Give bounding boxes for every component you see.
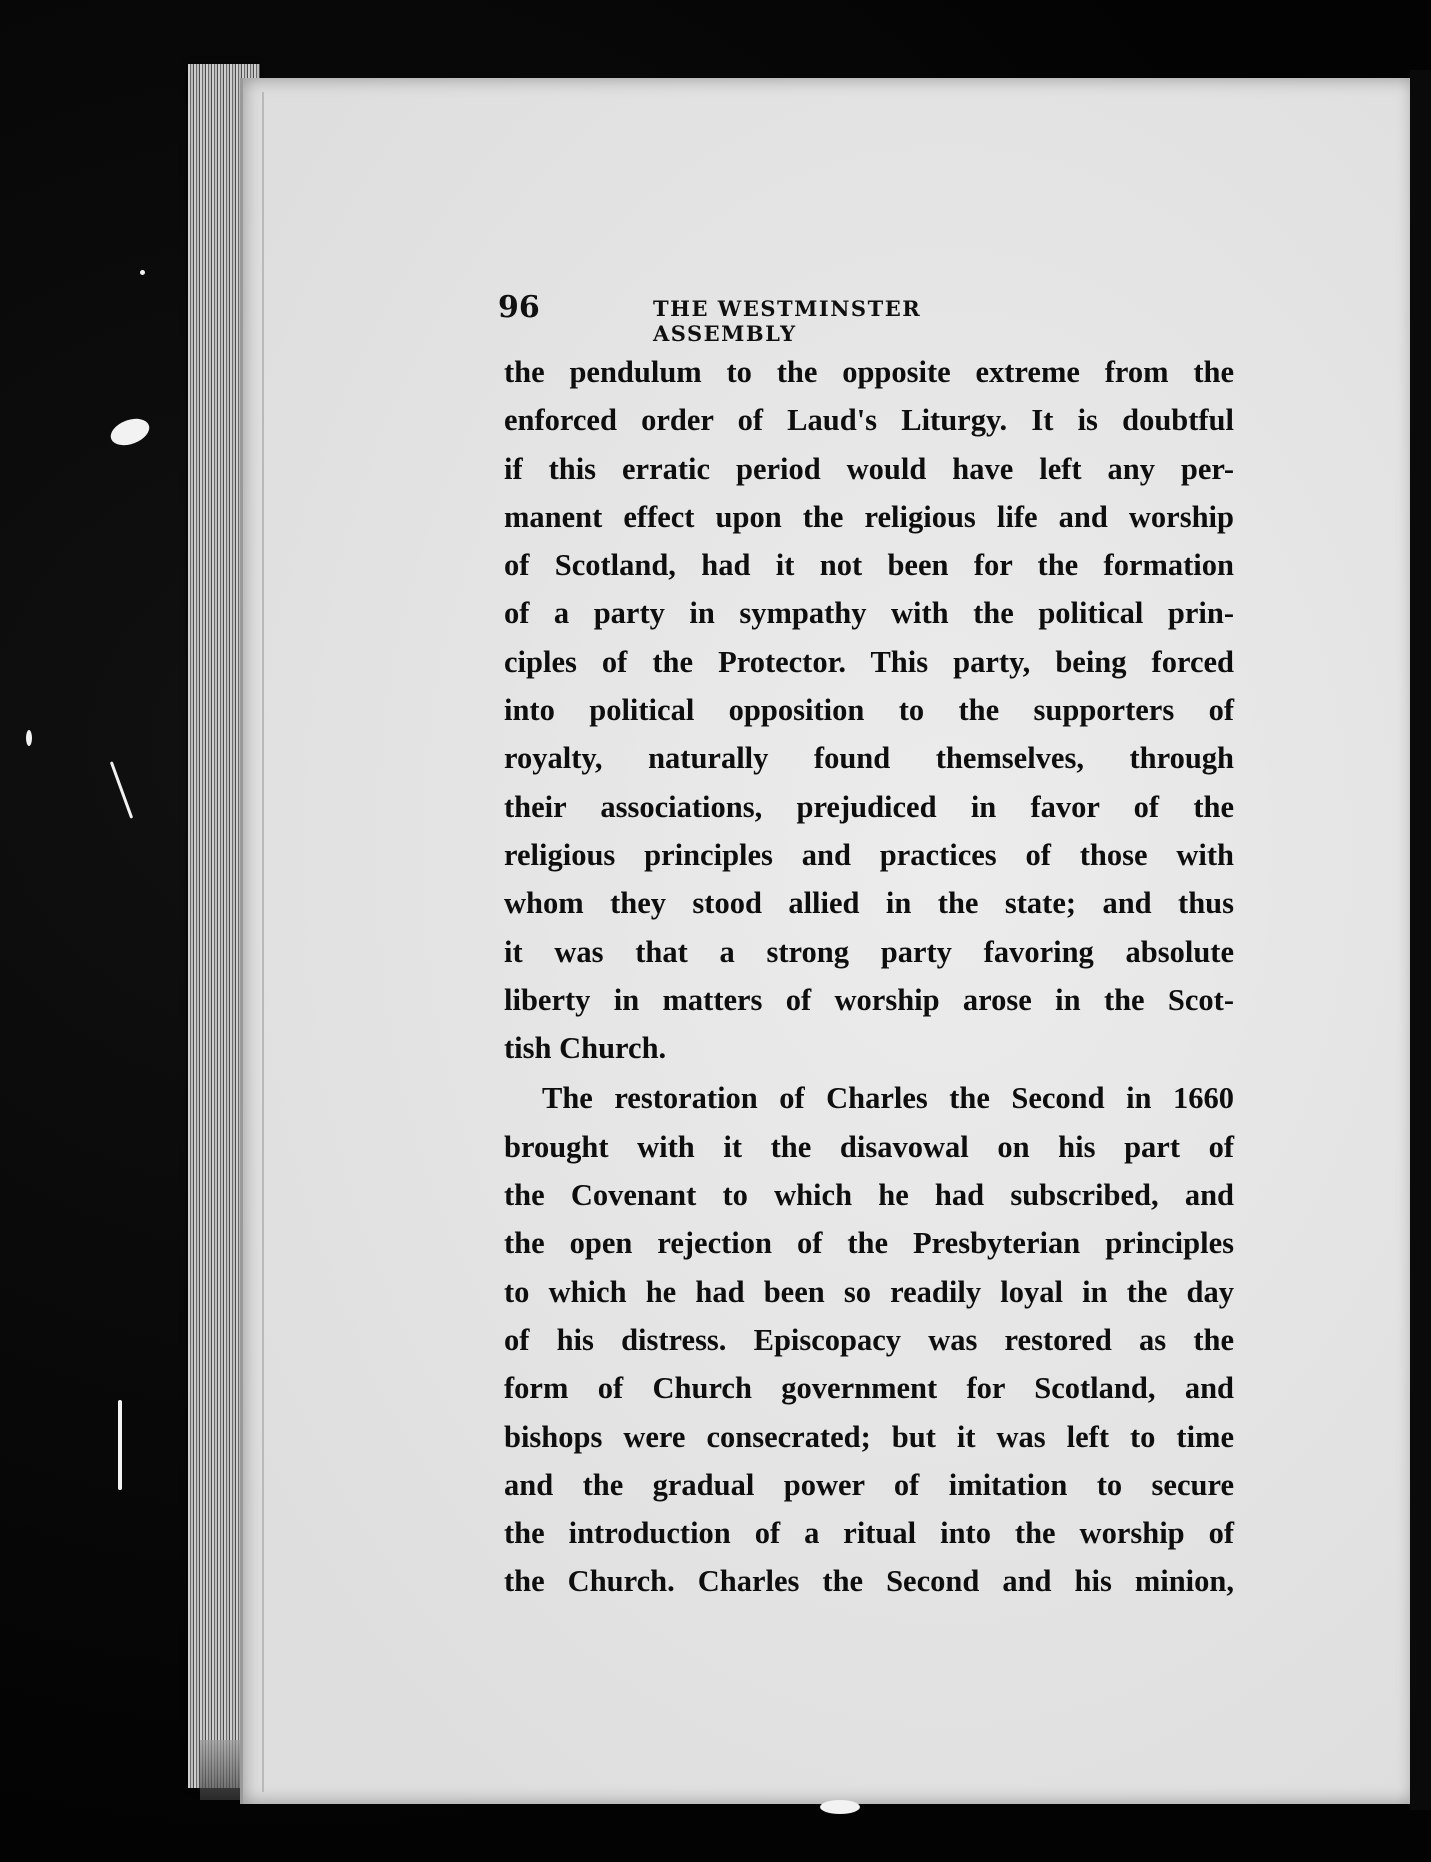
text-line: of his distress. Episcopacy was restored as the <box>504 1322 1234 1357</box>
text-line: liberty in matters of worship arose in the Scot- <box>504 982 1234 1017</box>
text-line: the Church. Charles the Second and his minion, <box>504 1564 1234 1599</box>
page-number: 96 <box>498 290 540 325</box>
text-line: and the gradual power of imitation to secure <box>504 1467 1234 1502</box>
text-line: into political opposition to the supporters of <box>504 693 1234 728</box>
text-line: their associations, prejudiced in favor of the <box>504 789 1234 824</box>
body-text <box>504 348 1234 1606</box>
text-line: enforced order of Laud's Liturgy. It is doubtful <box>504 403 1234 438</box>
scan-right-shadow <box>1410 70 1431 1810</box>
text-line: The restoration of Charles the Second in 1660 <box>542 1081 1234 1116</box>
text-line: of a party in sympathy with the political prin- <box>504 596 1234 631</box>
paragraph <box>504 348 1234 1072</box>
scan-speck <box>140 270 145 275</box>
text-line: to which he had been so readily loyal in the day <box>504 1274 1234 1309</box>
running-title: THE WESTMINSTER ASSEMBLY <box>653 296 922 346</box>
text-line: the open rejection of the Presbyterian principles <box>504 1226 1234 1261</box>
text-line: manent effect upon the religious life and worship <box>504 499 1234 534</box>
text-line: the Covenant to which he had subscribed, and <box>504 1178 1234 1213</box>
scan-speck <box>26 730 32 746</box>
paragraph <box>504 1074 1234 1605</box>
text-line: form of Church government for Scotland, and <box>504 1371 1234 1406</box>
text-line: tish Church. <box>504 1031 667 1066</box>
scan-speck <box>118 1400 122 1490</box>
text-line: bishops were consecrated; but it was left to time <box>504 1419 1234 1454</box>
text-line: royalty, naturally found themselves, through <box>504 741 1234 776</box>
text-line: it was that a strong party favoring absolute <box>504 934 1234 969</box>
text-line: if this erratic period would have left any per- <box>504 451 1234 486</box>
scan-speck <box>820 1800 860 1814</box>
text-line: ciples of the Protector. This party, being forced <box>504 644 1234 679</box>
text-line: the introduction of a ritual into the worship of <box>504 1516 1234 1551</box>
page-header <box>498 290 1068 346</box>
text-line: whom they stood allied in the state; and thus <box>504 886 1234 921</box>
text-line: of Scotland, had it not been for the formation <box>504 548 1234 583</box>
text-line: brought with it the disavowal on his part of <box>504 1129 1234 1164</box>
text-line: the pendulum to the opposite extreme from the <box>504 355 1234 389</box>
text-line: religious principles and practices of those with <box>504 837 1234 872</box>
